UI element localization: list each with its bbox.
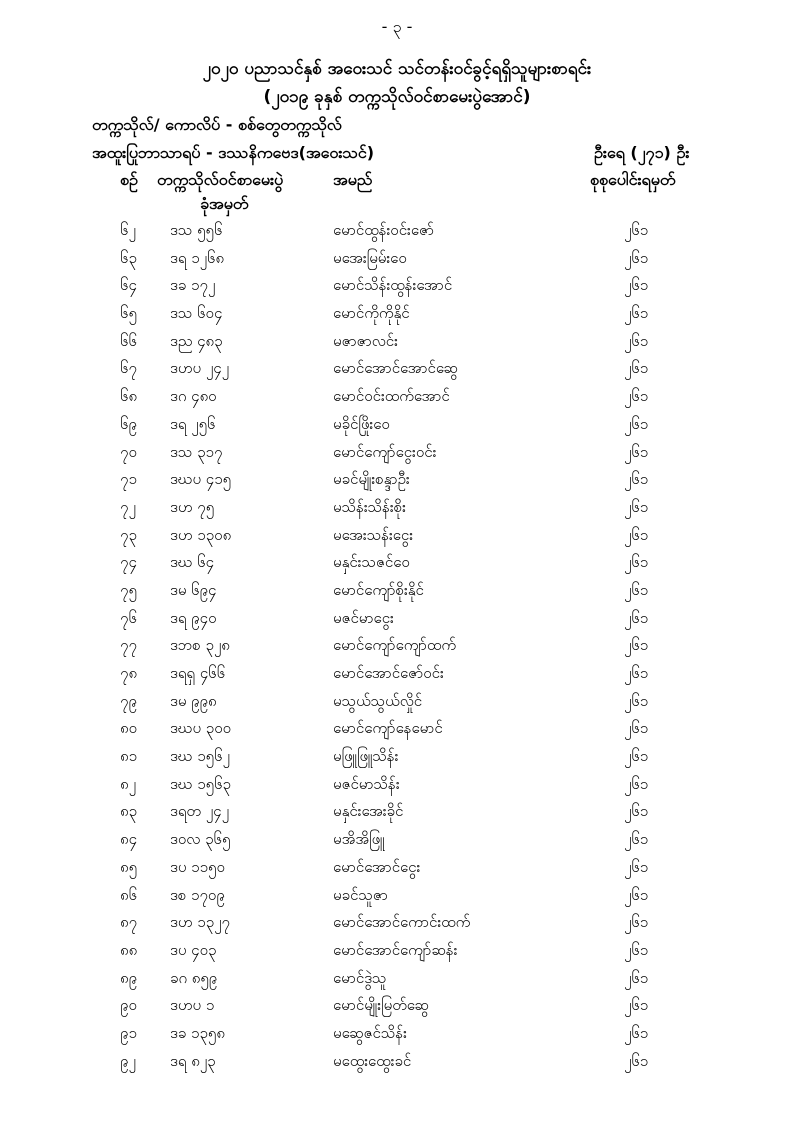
roll-number: ဒသ ၆၀၄ — [170, 304, 223, 323]
row-number: ၉၂ — [120, 1051, 136, 1070]
table-row — [0, 523, 794, 551]
table-row — [0, 993, 794, 1021]
total-score: ၂၆၁ — [624, 414, 649, 433]
university-line: တက္ကသိုလ်/ ကောလိပ် - စစ်တွေတက္ကသိုလ် — [92, 115, 342, 134]
roll-number: ဒဟ ၇၅ — [170, 497, 215, 516]
table-row — [0, 550, 794, 578]
total-score: ၂၆၁ — [624, 940, 649, 959]
student-name: မောင်သိန်းထွန်းအောင် — [333, 276, 453, 295]
roll-number: ဒစ ၁၇၀၉ — [170, 885, 225, 904]
total-score: ၂၆၁ — [624, 691, 649, 710]
table-row — [0, 689, 794, 717]
student-name: မောင်အောင်ကျော်ဆန်း — [333, 940, 458, 959]
column-header-name: အမည် — [333, 170, 373, 189]
roll-number: ဒဃပ ၃၀၀ — [170, 719, 232, 738]
table-row — [0, 1049, 794, 1077]
student-name: မောင်ကျော်ငွေးဝင်း — [333, 442, 437, 461]
roll-number: ဒခ ၁၃၅၈ — [170, 1023, 225, 1042]
total-score: ၂၆၁ — [624, 996, 649, 1015]
row-number: ၆၃ — [120, 248, 137, 267]
table-row — [0, 883, 794, 911]
table-row — [0, 1021, 794, 1049]
row-number: ၆၂ — [120, 221, 136, 239]
roll-number: ဒဘစ ၃၂၈ — [170, 636, 230, 655]
student-name: မထွေးထွေးခင် — [333, 1051, 412, 1070]
column-header-no: စဉ် — [120, 170, 138, 189]
row-number: ၈၃ — [120, 802, 138, 821]
student-name: မောင်ကျော်နေမောင် — [333, 719, 443, 738]
total-score: ၂၆၁ — [624, 359, 649, 378]
table-row — [0, 938, 794, 966]
total-score: ၂၆၁ — [624, 497, 649, 516]
student-name: မောင်အောင်ကောင်းထက် — [333, 913, 471, 932]
student-name: မောင်ထွန်းဝင်းဇော် — [333, 221, 435, 239]
table-row — [0, 772, 794, 800]
row-number: ၇၂ — [120, 497, 136, 516]
row-number: ၈၉ — [120, 968, 138, 987]
row-number: ၆၄ — [120, 276, 137, 295]
student-name: မောင်အောင်အောင်ဆွေ — [333, 359, 458, 378]
table-row — [0, 910, 794, 938]
total-score: ၂၆၁ — [624, 608, 649, 627]
roll-number: ဒရ ၂၅၆ — [170, 414, 216, 433]
roll-number: ဒရ ၁၂၆၈ — [170, 248, 225, 267]
roll-number: ဒရ ၉၄၀ — [170, 608, 217, 627]
row-number: ၇၁ — [120, 470, 137, 489]
row-number: ၈၈ — [120, 940, 138, 959]
table-row — [0, 827, 794, 855]
roll-number: ခဂ ၈၅၉ — [170, 968, 218, 987]
student-name: မဖြူဖြူသိန်း — [333, 747, 399, 766]
table-row — [0, 966, 794, 994]
student-name: မဇင်မာငွေး — [333, 608, 394, 627]
table-row — [0, 412, 794, 440]
table-row — [0, 273, 794, 301]
total-score: ၂၆၁ — [624, 331, 649, 350]
roll-number: ဒဂ ၄၈၀ — [170, 387, 217, 406]
total-score: ၂၆၁ — [624, 525, 649, 544]
roll-number: ဒဟပ ၁ — [170, 996, 215, 1015]
table-row — [0, 329, 794, 357]
roll-number: ဒပ ၁၁၅၀ — [170, 857, 225, 876]
student-name: မောင်အောင်ဇော်ဝင်း — [333, 664, 444, 682]
document-subtitle: (၂၀၁၉ ခုနှစ် တက္ကသိုလ်ဝင်စာမေးပွဲအောင်) — [263, 87, 531, 107]
row-number: ၇၉ — [120, 691, 137, 710]
roll-number: ဒဃပ ၄၁၅ — [170, 470, 232, 489]
roll-number: ဒဃ ၁၅၆၃ — [170, 774, 231, 793]
row-number: ၇၃ — [120, 525, 137, 544]
row-number: ၇၇ — [120, 636, 137, 655]
row-number: ၆၅ — [120, 304, 137, 323]
row-number: ၉၁ — [120, 1023, 137, 1042]
row-number: ၈၂ — [120, 774, 136, 793]
table-row — [0, 384, 794, 412]
row-number: ၉၀ — [120, 996, 137, 1015]
total-score: ၂၆၁ — [624, 304, 649, 323]
student-list — [0, 218, 794, 1076]
student-name: မောင်ကျော်ကျော်ထက် — [333, 636, 457, 655]
student-name: မောင်ဒွဲသူ — [333, 968, 387, 987]
student-name: မသွယ်သွယ်လှိုင် — [333, 691, 423, 710]
table-row — [0, 440, 794, 468]
student-name: မဆွေဇင်သိန်း — [333, 1023, 407, 1042]
student-name: မောင်ကျော်စိုးနိုင် — [333, 580, 424, 599]
row-number: ၇၅ — [120, 580, 137, 599]
student-name: မဇင်မာသိန်း — [333, 774, 400, 793]
table-row — [0, 301, 794, 329]
student-name: မအေးသန်းငွေး — [333, 525, 414, 544]
roll-number: ဒရရှ ၄၆၆ — [170, 664, 226, 682]
student-name: မောင်အောင်ငွေး — [333, 857, 421, 876]
total-count: ဦးရေ (၂၇၁) ဦး — [594, 143, 690, 162]
row-number: ၆၉ — [120, 414, 137, 433]
roll-number: ဒဟပ ၂၄၂ — [170, 359, 229, 378]
student-name: မနှင်းအေးခိုင် — [333, 802, 404, 821]
total-score: ၂၆၁ — [624, 857, 649, 876]
student-name: မခိုင်ဖြိုးဝေ — [333, 414, 390, 433]
table-row — [0, 716, 794, 744]
row-number: ၇၄ — [120, 553, 137, 572]
row-number: ၈၄ — [120, 830, 138, 849]
total-score: ၂၆၁ — [624, 580, 649, 599]
roll-number: ဒခ ၁၇၂ — [170, 276, 216, 295]
table-row — [0, 495, 794, 523]
total-score: ၂၆၁ — [624, 747, 649, 766]
total-score: ၂၆၁ — [624, 719, 649, 738]
student-name: မောင်ကိုကိုနိုင် — [333, 304, 410, 323]
row-number: ၇၈ — [120, 664, 138, 682]
row-number: ၈၇ — [120, 913, 138, 932]
roll-number: ဒဟ ၁၃၀၈ — [170, 525, 232, 544]
total-score: ၂၆၁ — [624, 913, 649, 932]
student-name: မခင်မျိုးစန္ဒာဦး — [333, 470, 410, 489]
roll-number: ဒပ ၄၀၃ — [170, 940, 217, 959]
total-score: ၂၆၁ — [624, 774, 649, 793]
column-header-roll: တက္ကသိုလ်ဝင်စာမေးပွဲ — [157, 170, 284, 189]
roll-number: ဒမ ၉၉၈ — [170, 691, 217, 710]
table-row — [0, 855, 794, 883]
row-number: ၈၀ — [120, 719, 138, 738]
total-score: ၂၆၁ — [624, 830, 649, 849]
row-number: ၇၀ — [120, 442, 137, 461]
total-score: ၂၆၁ — [624, 885, 649, 904]
total-score: ၂၆၁ — [624, 636, 649, 655]
table-row — [0, 744, 794, 772]
major-line: အထူးပြုဘာသာရပ် - ဒဿနိကဗေဒ(အဝေးသင်) — [92, 143, 375, 162]
student-name: မောင်ဝင်းထက်အောင် — [333, 387, 450, 406]
roll-number: ဒမ ၆၉၄ — [170, 580, 217, 599]
total-score: ၂၆၁ — [624, 442, 649, 461]
page-number: - ၃ - — [381, 17, 413, 36]
roll-number: ဒသ ၃၁၇ — [170, 442, 223, 461]
student-name: မသိန်းသိန်းစိုး — [333, 497, 406, 516]
table-row — [0, 467, 794, 495]
column-header-roll-line2: ခုံအမှတ် — [200, 194, 249, 213]
total-score: ၂၆၁ — [624, 387, 649, 406]
row-number: ၆၇ — [120, 359, 137, 378]
roll-number: ဒရတ ၂၄၂ — [170, 802, 229, 821]
student-name: မအိအိဖြူ — [333, 830, 385, 849]
column-header-score: စုစုပေါင်းရမှတ် — [590, 170, 676, 189]
total-score: ၂၆၁ — [624, 553, 649, 572]
roll-number: ဒည ၄၈၃ — [170, 331, 223, 350]
total-score: ၂၆၁ — [624, 664, 649, 682]
total-score: ၂၆၁ — [624, 1023, 649, 1042]
table-row — [0, 218, 794, 246]
student-name: မနှင်းသဇင်ဝေ — [333, 553, 410, 572]
roll-number: ဒဃ ၁၅၆၂ — [170, 747, 230, 766]
total-score: ၂၆၁ — [624, 802, 649, 821]
row-number: ၇၆ — [120, 608, 137, 627]
total-score: ၂၆၁ — [624, 221, 649, 239]
table-row — [0, 246, 794, 274]
row-number: ၈၆ — [120, 885, 138, 904]
table-row — [0, 606, 794, 634]
table-row — [0, 661, 794, 689]
table-row — [0, 799, 794, 827]
total-score: ၂၆၁ — [624, 1051, 649, 1070]
document-title: ၂၀၂၀ ပညာသင်နှစ် အဝေးသင် သင်တန်းဝင်ခွင့်ရရှိသူများစာရင်း — [202, 59, 592, 79]
table-row — [0, 578, 794, 606]
student-name: မဇာဇာလင်း — [333, 331, 398, 350]
roll-number: ဒဝလ ၃၆၅ — [170, 830, 231, 849]
row-number: ၆၈ — [120, 387, 138, 406]
table-row — [0, 633, 794, 661]
roll-number: ဒဟ ၁၃၂၇ — [170, 913, 230, 932]
table-row — [0, 356, 794, 384]
total-score: ၂၆၁ — [624, 248, 649, 267]
roll-number: ဒဃ ၆၄ — [170, 553, 215, 572]
total-score: ၂၆၁ — [624, 470, 649, 489]
roll-number: ဒသ ၅၅၆ — [170, 221, 223, 239]
row-number: ၆၆ — [120, 331, 137, 350]
total-score: ၂၆၁ — [624, 968, 649, 987]
row-number: ၈၁ — [120, 747, 138, 766]
roll-number: ဒရ ၈၂၃ — [170, 1051, 216, 1070]
student-name: မောင်မျိုးမြတ်ဆွေ — [333, 996, 429, 1015]
total-score: ၂၆၁ — [624, 276, 649, 295]
row-number: ၈၅ — [120, 857, 138, 876]
student-name: မခင်သူဇာ — [333, 885, 388, 904]
student-name: မအေးမြမ်းဝေ — [333, 248, 407, 267]
